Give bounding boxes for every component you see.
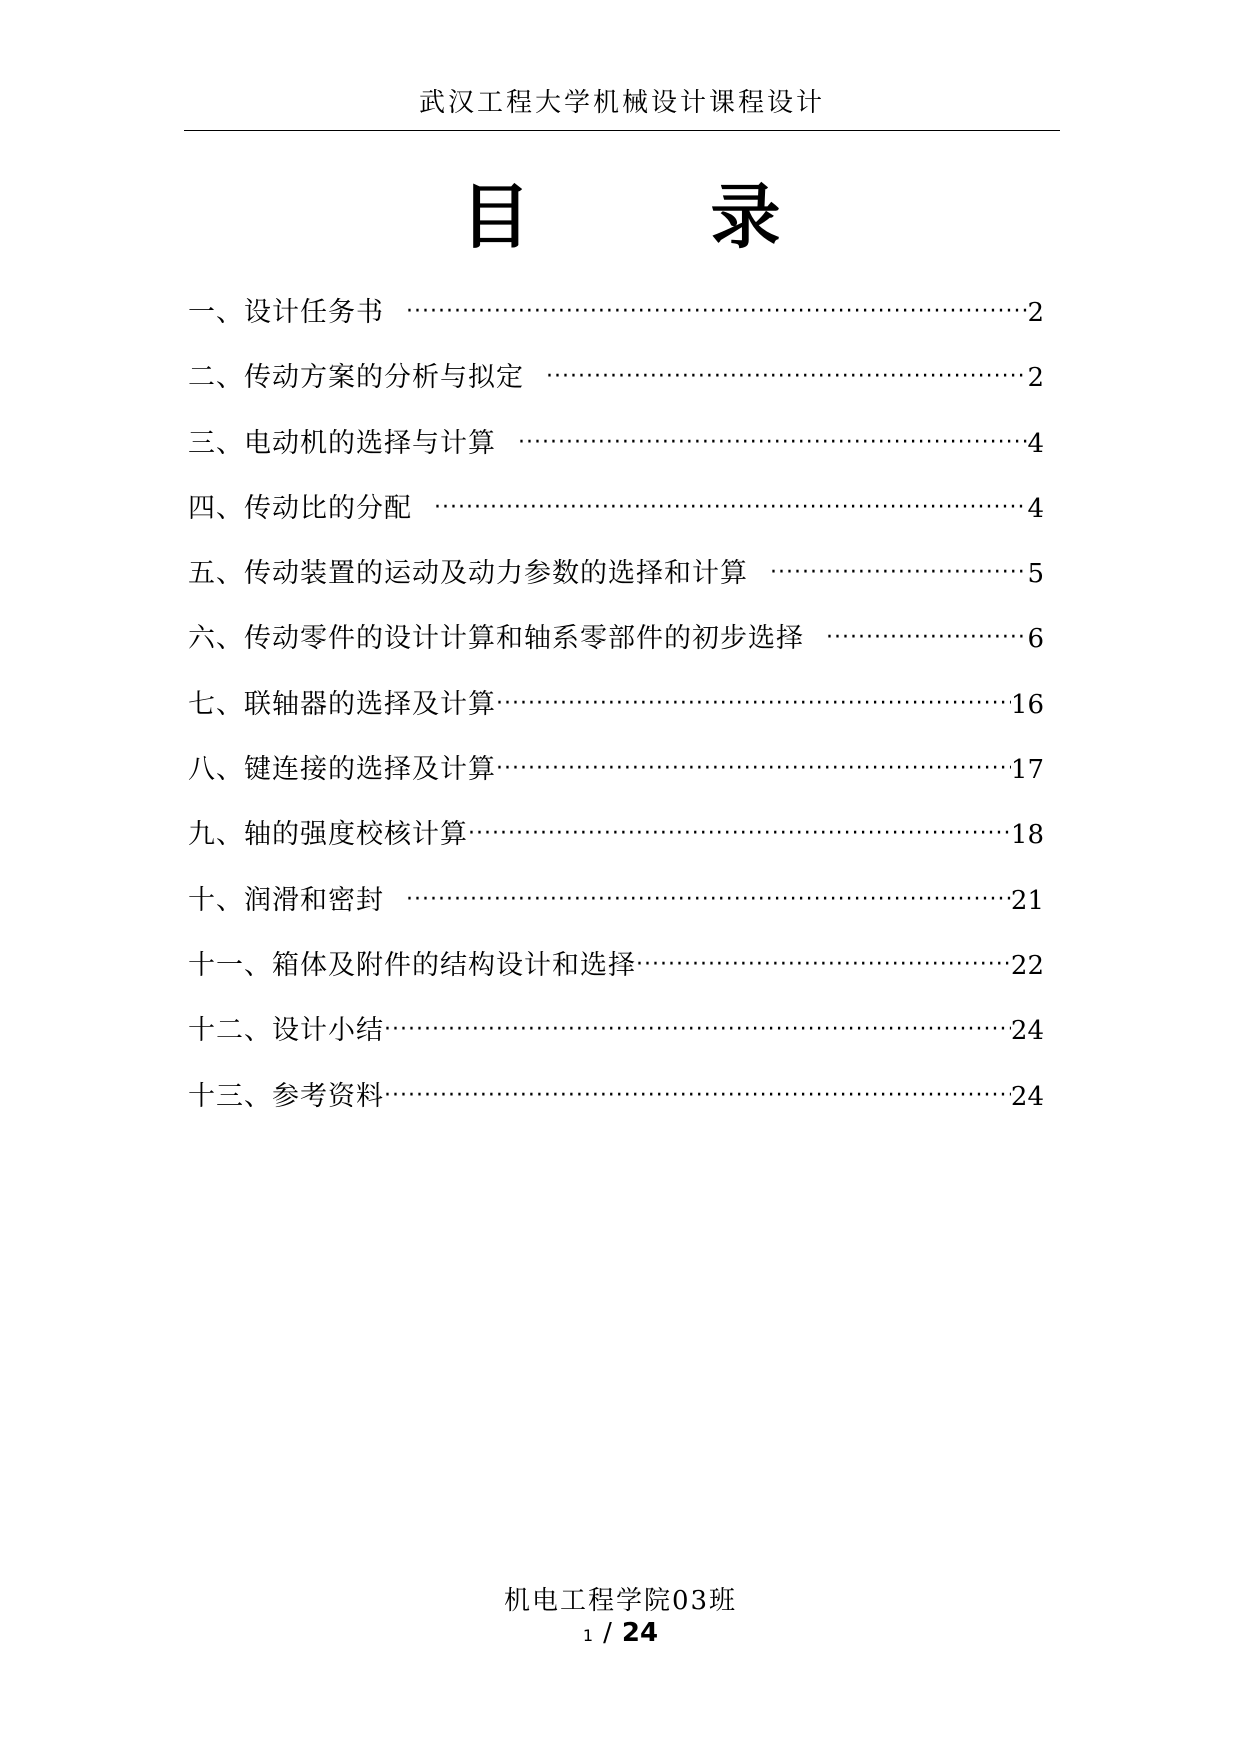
toc-entry-page: 4 (1027, 493, 1044, 524)
current-page-number: 1 (582, 1626, 594, 1645)
toc-entry[interactable] (188, 355, 1044, 420)
toc-entry[interactable] (188, 747, 1044, 812)
toc-entry-page: 24 (1010, 1016, 1044, 1047)
toc-entry[interactable] (188, 290, 1044, 355)
toc-entry[interactable] (188, 878, 1044, 943)
toc-entry[interactable] (188, 421, 1044, 486)
page-separator: / (603, 1618, 612, 1648)
toc-list (188, 290, 1044, 1139)
toc-leader-dots (384, 1017, 1011, 1042)
toc-entry-page: 2 (1027, 363, 1044, 394)
toc-entry[interactable] (188, 682, 1044, 747)
toc-title-char-2: 录 (710, 175, 781, 258)
toc-leader-dots (384, 1083, 1011, 1108)
toc-entry-label: 十二、设计小结 (188, 1015, 384, 1047)
page-header (184, 86, 1060, 131)
toc-entry-label: 五、传动装置的运动及动力参数的选择和计算 (188, 558, 748, 590)
toc-leader-dots (770, 560, 1027, 585)
toc-leader-dots (826, 625, 1027, 650)
toc-title (0, 172, 1241, 262)
toc-entry-label: 二、传动方案的分析与拟定 (188, 362, 524, 394)
toc-entry-page: 6 (1027, 624, 1044, 655)
toc-leader-dots (406, 299, 1027, 324)
toc-leader-dots (518, 430, 1027, 455)
toc-entry-page: 18 (1010, 820, 1044, 851)
toc-entry-label: 六、传动零件的设计计算和轴系零部件的初步选择 (188, 623, 804, 655)
toc-entry[interactable] (188, 1074, 1044, 1139)
toc-entry[interactable] (188, 812, 1044, 877)
toc-title-char-1: 目 (460, 175, 531, 258)
footer-class-name: 机电工程学院03班 (503, 1586, 738, 1616)
toc-entry-label: 七、联轴器的选择及计算 (188, 688, 496, 720)
toc-entry[interactable] (188, 943, 1044, 1008)
toc-entry-page: 17 (1010, 755, 1044, 786)
toc-leader-dots (468, 821, 1011, 846)
toc-entry-label: 十三、参考资料 (188, 1080, 384, 1112)
toc-entry[interactable] (188, 486, 1044, 551)
toc-entry-label: 九、轴的强度校核计算 (188, 819, 468, 851)
toc-entry-label: 十一、箱体及附件的结构设计和选择 (188, 949, 636, 981)
toc-entry-page: 5 (1027, 559, 1044, 590)
toc-entry-page: 4 (1027, 428, 1044, 459)
toc-entry-label: 三、电动机的选择与计算 (188, 427, 496, 459)
toc-leader-dots (406, 887, 1011, 912)
toc-entry-page: 21 (1010, 885, 1044, 916)
toc-leader-dots (636, 952, 1011, 977)
toc-leader-dots (434, 495, 1027, 520)
toc-entry-page: 2 (1027, 298, 1044, 328)
toc-entry-label: 一、设计任务书 (188, 297, 384, 328)
toc-entry-label: 八、键连接的选择及计算 (188, 754, 496, 786)
toc-entry-label: 十、润滑和密封 (188, 884, 384, 916)
toc-entry[interactable] (188, 551, 1044, 616)
page-number (0, 1618, 1241, 1648)
toc-leader-dots (496, 756, 1011, 781)
toc-entry-page: 22 (1010, 950, 1044, 981)
toc-entry-page: 16 (1010, 689, 1044, 720)
header-title: 武汉工程大学机械设计课程设计 (418, 88, 825, 118)
total-pages: 24 (621, 1618, 659, 1648)
toc-entry[interactable] (188, 1008, 1044, 1073)
toc-entry-label: 四、传动比的分配 (188, 492, 412, 524)
toc-entry-page: 24 (1010, 1081, 1044, 1112)
toc-entry[interactable] (188, 616, 1044, 681)
toc-leader-dots (496, 691, 1011, 716)
toc-leader-dots (546, 364, 1027, 389)
